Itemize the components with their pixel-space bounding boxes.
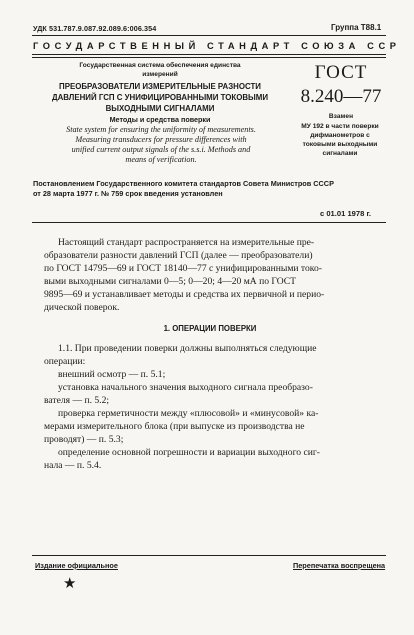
english-line-2: Measuring transducers for pressure differences with xyxy=(75,135,247,144)
intro-line-6: дической поверок. xyxy=(44,302,120,313)
replaces-line-2: дифманометров с xyxy=(310,132,370,139)
decree-line-2: от 28 марта 1977 г. № 759 срок введения установлен xyxy=(33,189,223,198)
section-1-p1-line-1: 1.1. При проведении поверки должны выполняться следующие xyxy=(58,343,317,354)
replaces-line-4: сигналами xyxy=(322,150,358,157)
replaces-line-1: МУ 192 в части поверки xyxy=(301,123,379,130)
english-line-1: State system for ensuring the uniformity of measurements. xyxy=(66,125,256,134)
star-icon: ★ xyxy=(63,574,77,592)
operation-item-4-line-1: определение основной погрешности и вариации выходного сиг- xyxy=(58,447,320,458)
intro-line-1: Настоящий стандарт распространяется на измерительные пре- xyxy=(58,237,315,248)
english-line-4: means of verification. xyxy=(125,155,197,164)
operation-item-1: внешний осмотр — п. 5.1; xyxy=(58,369,166,380)
operation-item-3-line-3: проводят) — п. 5.3; xyxy=(44,434,124,445)
reprint-prohibited: Перепечатка воспрещена xyxy=(293,561,386,570)
section-1-heading: 1. ОПЕРАЦИИ ПОВЕРКИ xyxy=(163,324,257,333)
effective-date: с 01.01 1978 г. xyxy=(320,209,371,218)
intro-line-2: образователи разности давлений ГСП (далее — преобразователи) xyxy=(44,250,313,261)
replaces-label: Взамен xyxy=(328,113,354,120)
operation-item-3-line-2: мерами измерительного блока (при выпуске из производства не xyxy=(44,421,305,432)
operation-item-3-line-1: проверка герметичности между «плюсовой» и «минусовой» ка- xyxy=(58,408,319,419)
footer-rule xyxy=(32,555,386,556)
intro-line-4: выми выходными сигналами 0—5; 0—20; 4—20 мА по ГОСТ xyxy=(44,276,297,287)
gost-number: 8.240—77 xyxy=(300,86,382,107)
decree-line-1: Постановлением Государственного комитета стандартов Совета Министров СССР xyxy=(33,179,334,188)
gost-label: ГОСТ xyxy=(314,62,368,83)
system-line-2: измерений xyxy=(142,71,178,78)
title-line-1: ПРЕОБРАЗОВАТЕЛИ ИЗМЕРИТЕЛЬНЫЕ РАЗНОСТИ xyxy=(59,82,261,91)
english-line-3: unified current output signals of the s.s.i. Methods and xyxy=(71,145,251,154)
intro-line-5: 9895—69 и устанавливает методы и средства их первичной и перио- xyxy=(44,289,325,300)
system-line-1: Государственная система обеспечения единства xyxy=(79,62,241,69)
official-edition: Издание официальное xyxy=(35,561,118,570)
operation-item-4-line-2: нала — п. 5.4. xyxy=(44,460,102,471)
udk-code: УДК 531.787.9.087.92.089.6:006.354 xyxy=(33,24,157,33)
title-line-3: ВЫХОДНЫМИ СИГНАЛАМИ xyxy=(105,104,215,113)
section-1-p1-line-2: операции: xyxy=(44,356,86,367)
operation-item-2-line-2: вателя — п. 5.2; xyxy=(44,395,110,406)
subtitle: Методы и средства поверки xyxy=(109,115,211,124)
standard-banner: ГОСУДАРСТВЕННЫЙ СТАНДАРТ СОЮЗА ССР xyxy=(33,41,401,51)
replaces-line-3: токовыми выходными xyxy=(302,141,378,148)
intro-line-3: по ГОСТ 14795—69 и ГОСТ 18140—77 с унифицированными токо- xyxy=(44,263,322,274)
banner-rule xyxy=(32,54,386,58)
top-rule xyxy=(32,35,386,36)
decree-rule xyxy=(32,222,386,223)
group-code: Группа Т88.1 xyxy=(331,23,382,32)
operation-item-2-line-1: установка начального значения выходного сигнала преобразо- xyxy=(58,382,313,393)
title-line-2: ДАВЛЕНИЙ ГСП С УНИФИЦИРОВАННЫМИ ТОКОВЫМИ xyxy=(51,93,269,102)
